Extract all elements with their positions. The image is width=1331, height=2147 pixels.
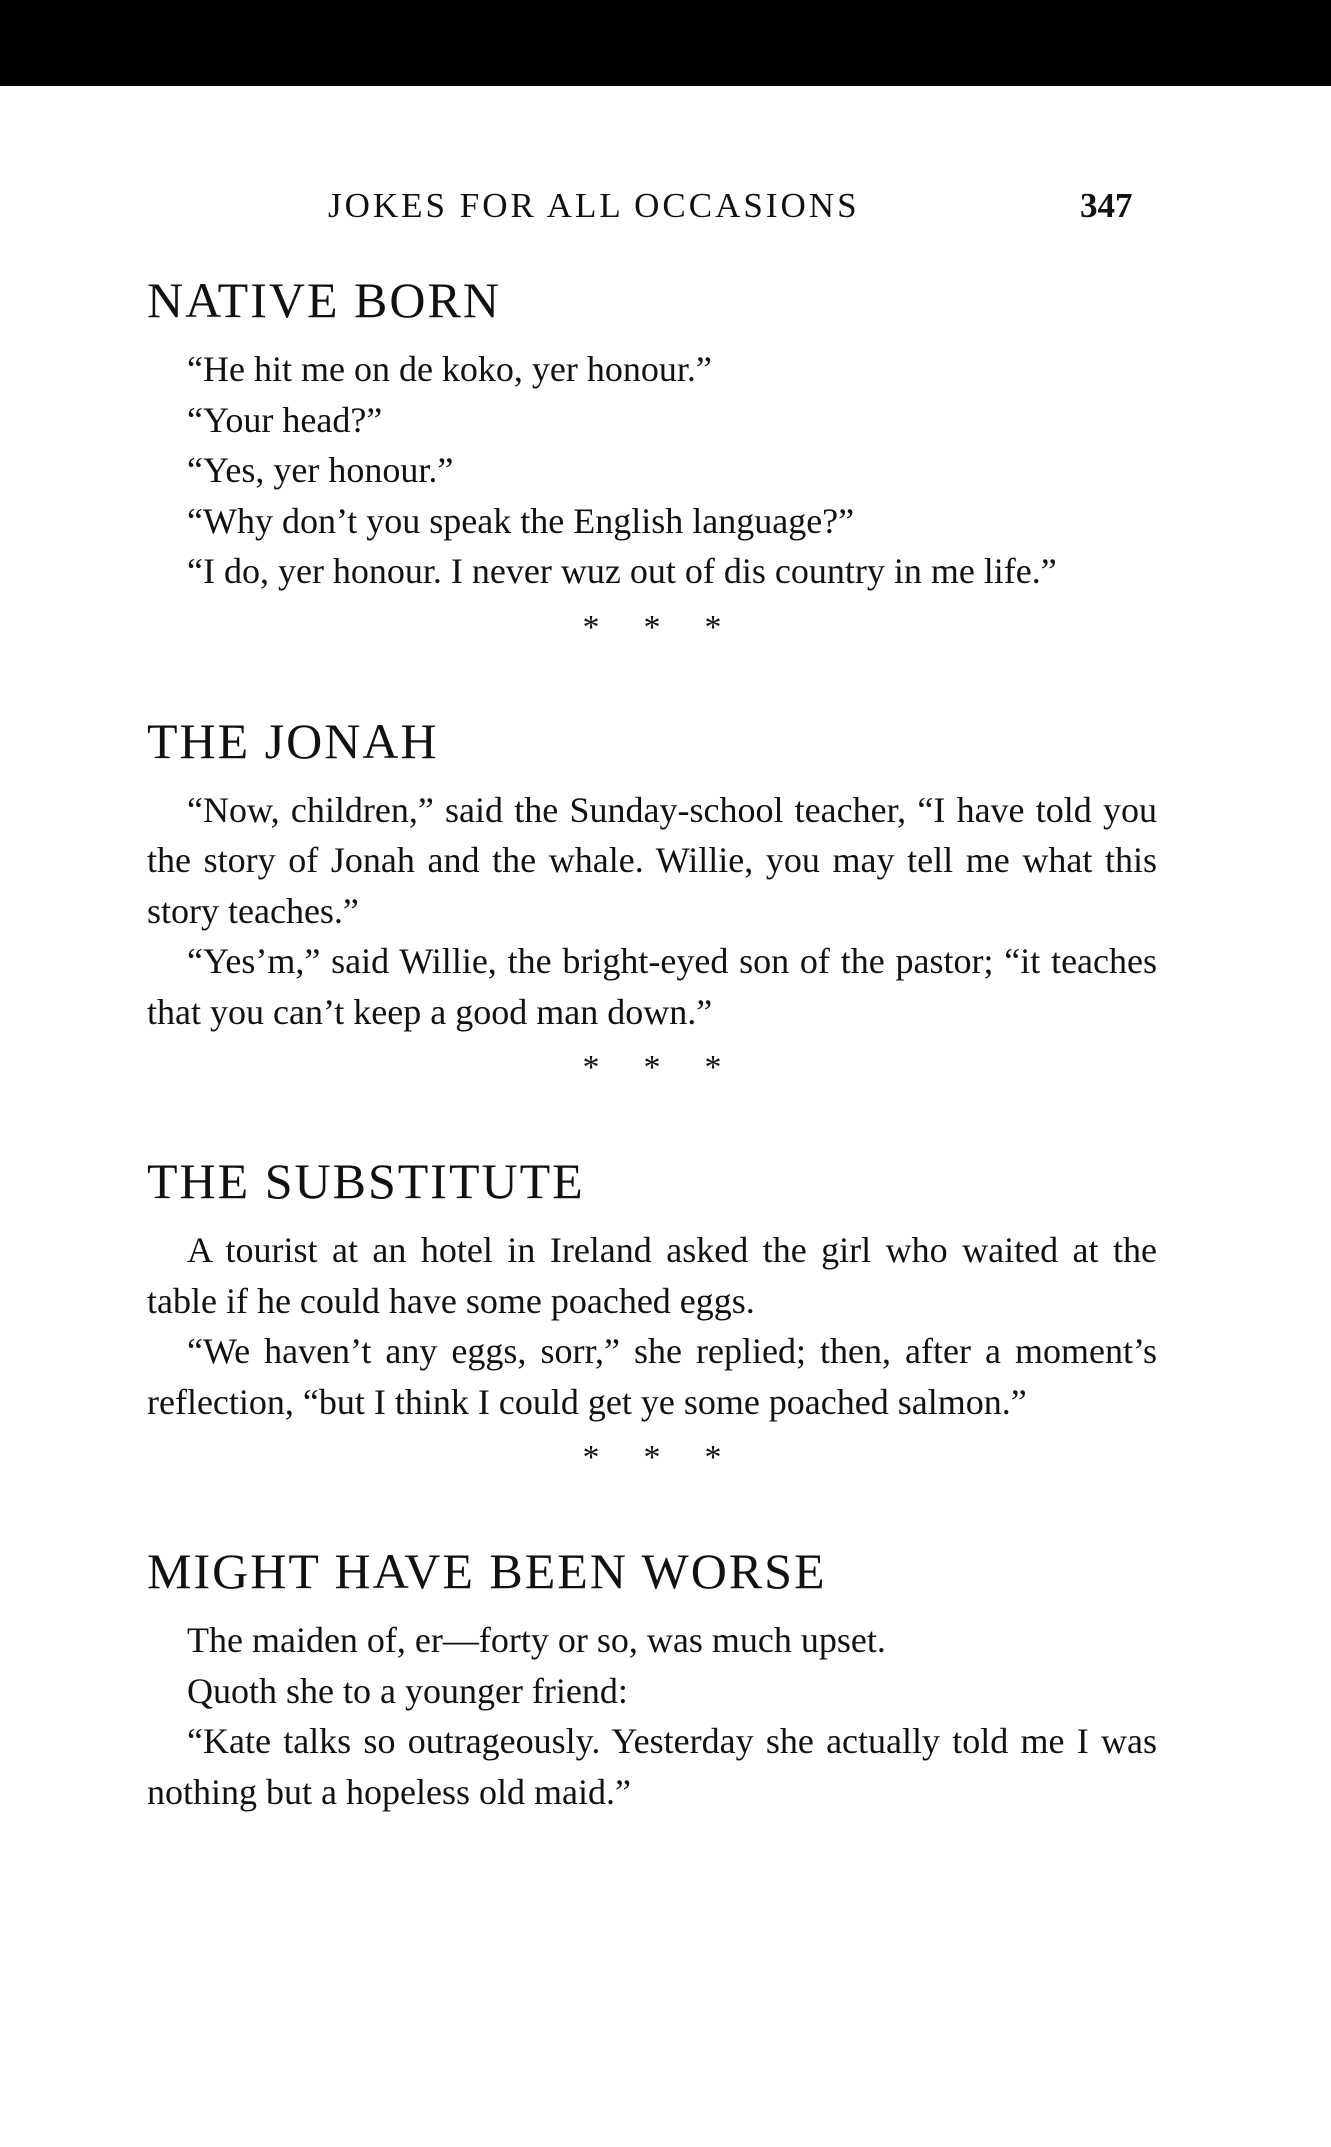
joke-paragraph: The maiden of, er—forty or so, was much upset.	[187, 1620, 886, 1660]
joke-paragraph: A tourist at an hotel in Ireland asked the girl who waited at the table if he could have some poached eggs.	[147, 1230, 1157, 1321]
joke-paragraph: “Yes’m,” said Willie, the bright-eyed son of the pastor; “it teaches that you can’t keep a good man down.”	[147, 941, 1157, 1032]
joke-paragraph: “We haven’t any eggs, sorr,” she replied; then, after a moment’s reflection, “but I think I could get ye some poached salmon.”	[147, 1331, 1157, 1422]
page-number: 347	[1080, 186, 1133, 225]
joke-body	[147, 1615, 1157, 1817]
section-separator: ***	[582, 608, 766, 646]
joke-title: MIGHT HAVE BEEN WORSE	[147, 1543, 827, 1599]
joke-paragraph: “Why don’t you speak the English language?”	[187, 500, 855, 541]
joke-the-substitute	[147, 1151, 1157, 1427]
joke-the-jonah	[147, 711, 1157, 1038]
running-title: JOKES FOR ALL OCCASIONS	[328, 186, 860, 225]
joke-title: THE SUBSTITUTE	[147, 1153, 585, 1209]
page-content	[147, 270, 1157, 1817]
joke-title: NATIVE BORN	[147, 272, 501, 328]
joke-paragraph: Quoth she to a younger friend:	[187, 1670, 628, 1711]
joke-body	[147, 1225, 1157, 1427]
joke-paragraph: “I do, yer honour. I never wuz out of dis country in me life.”	[187, 551, 1057, 591]
joke-paragraph: “Your head?”	[187, 399, 383, 440]
page-header	[0, 186, 1331, 236]
joke-paragraph: “Kate talks so outrageously. Yesterday she actually told me I was nothing but a hopeless old maid.”	[147, 1721, 1157, 1812]
joke-paragraph: “He hit me on de koko, yer honour.”	[187, 349, 712, 389]
joke-paragraph: “Now, children,” said the Sunday-school teacher, “I have told you the story of Jonah and the whale. Willie, you may tell me what this story teaches.”	[147, 789, 1157, 931]
joke-paragraph: “Yes, yer honour.”	[187, 450, 454, 490]
joke-native-born	[147, 270, 1157, 597]
section-separator: ***	[582, 1439, 766, 1476]
top-black-bar	[0, 0, 1331, 86]
joke-body	[147, 785, 1157, 1038]
joke-title: THE JONAH	[147, 712, 439, 769]
joke-body	[147, 344, 1157, 597]
section-separator: ***	[582, 1049, 766, 1086]
joke-might-have-been-worse	[147, 1541, 1157, 1817]
